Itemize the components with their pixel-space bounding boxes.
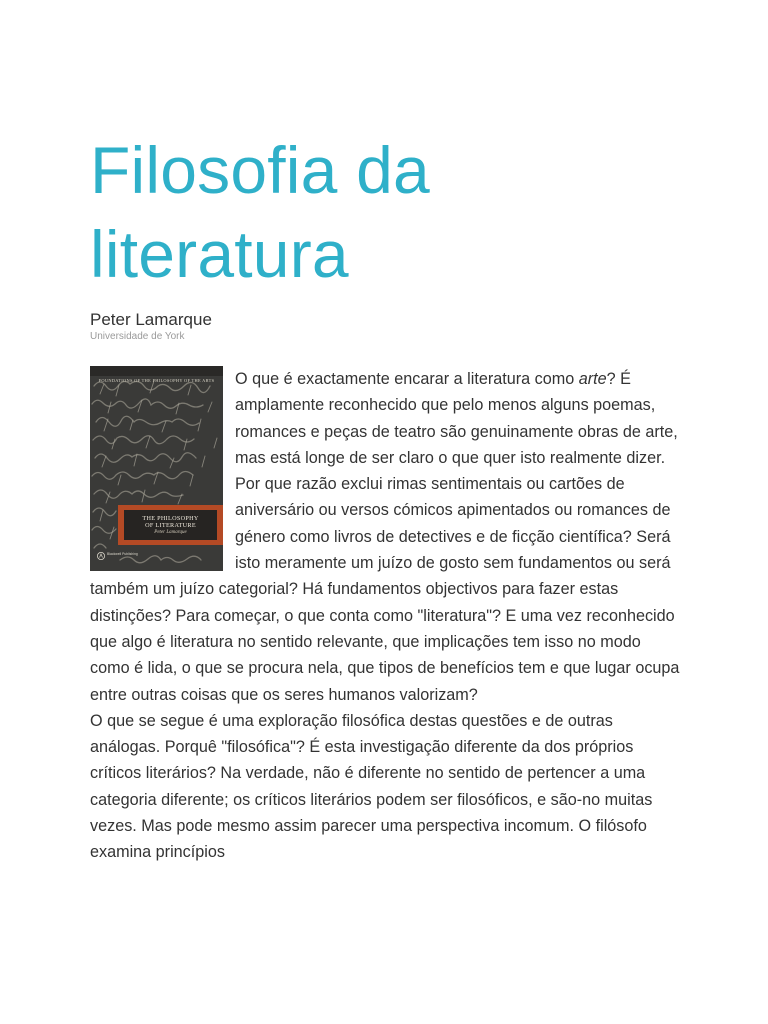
body-paragraph-2: O que se segue é uma exploração filosófica destas questões e de outras análogas. Porquê "filosófica"? É esta investigação diferente da dos próprios críticos literários? Na verdade, não é diferente no sentido de pertencer a uma categoria diferente; os críticos literários podem ser filosóficos, e são-no muitas vezes. Mas pode mesmo assim parecer uma perspectiva incomum. O filósofo examina princípios (90, 711, 653, 862)
book-cover-image (90, 366, 223, 571)
cover-title-box (124, 510, 217, 540)
cover-title-band (118, 505, 223, 545)
publisher-logo-icon (97, 552, 105, 560)
cover-title-line-2: OF LITERATURE (145, 522, 196, 530)
cover-series-text: FOUNDATIONS OF THE PHILOSOPHY OF THE ARTS (98, 378, 215, 383)
article-body (90, 366, 680, 866)
author-affiliation: Universidade de York (90, 331, 185, 342)
paragraph-1-start: O que é exactamente encarar a literatura como (235, 370, 579, 388)
cover-title-line-1: THE PHILOSOPHY (142, 515, 199, 522)
title-line-1: Filosofia da (90, 133, 430, 207)
cover-publisher: Blackwell Publishing (107, 552, 138, 556)
title-line-2: literatura (90, 217, 349, 291)
document-page (90, 128, 680, 866)
emphasis-arte: arte (578, 370, 607, 388)
author-name: Peter Lamarque (90, 310, 212, 329)
page-title (90, 128, 680, 296)
paragraph-1-rest: ? É amplamente reconhecido que pelo menos alguns poemas, romances e peças de teatro são genuinamente obras de arte, mas está longe de ser claro o que quer isto realmente dizer. Por que razão exclui rimas sentimentais ou cartões de aniversário ou versos cómicos apimentados ou romances de género como livros de detectives e de ficção científica? Será isto meramente um juízo de gosto sem fundamentos ou será também um juízo categorial? Há fundamentos objectivos para fazer estas distinções? Para começar, o que conta como "literatura"? E uma vez reconhecido que algo é literatura no sentido relevante, que implicações tem isso no modo como é lida, o que se procura nela, que tipos de benefícios tem e que lugar ocupa entre outras coisas que os seres humanos valorizam? (90, 370, 680, 704)
cover-author: Peter Lamarque (154, 529, 187, 535)
